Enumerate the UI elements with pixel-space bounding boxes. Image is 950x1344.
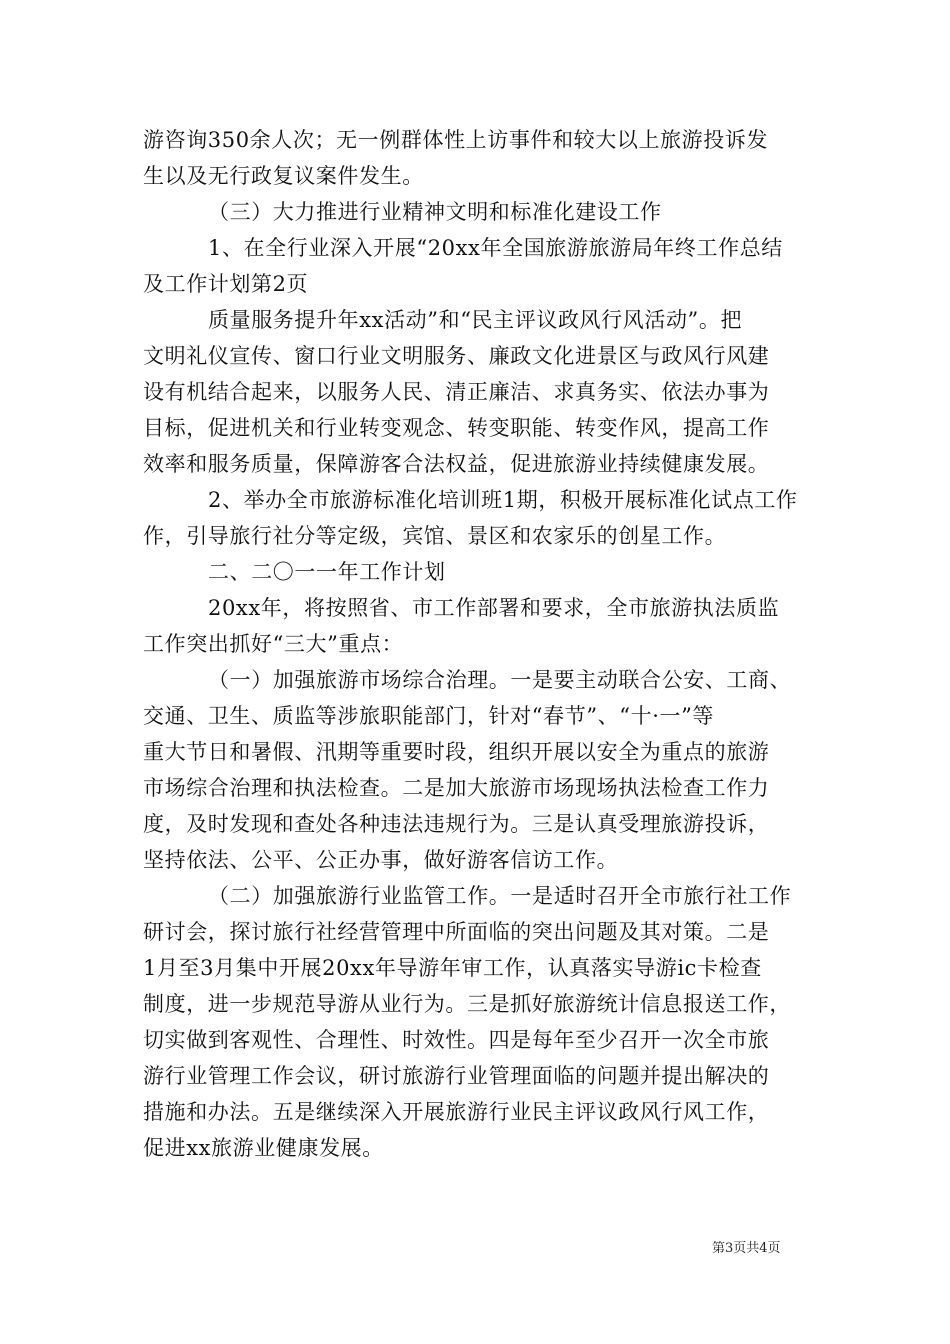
text-line: 促进xx旅游业健康发展。: [143, 1136, 384, 1160]
text-line: （一）加强旅游市场综合治理。一是要主动联合公安、工商、: [208, 668, 792, 692]
text-line: 生以及无行政复议案件发生。: [143, 164, 424, 188]
text-line: 研讨会，探讨旅行社经营管理中所面临的突出问题及其对策。二是: [143, 920, 770, 944]
text-line: 文明礼仪宣传、窗口行业文明服务、廉政文化进景区与政风行风建: [143, 344, 770, 368]
text-line: 2、举办全市旅游标准化培训班1期，积极开展标准化试点工作: [208, 488, 798, 512]
text-line: 20xx年，将按照省、市工作部署和要求，全市旅游执法质监: [208, 596, 780, 620]
text-line: 切实做到客观性、合理性、时效性。四是每年至少召开一次全市旅: [143, 1028, 770, 1052]
text-line: 效率和服务质量，保障游客合法权益，促进旅游业持续健康发展。: [143, 452, 770, 476]
text-line: 交通、卫生、质监等涉旅职能部门，针对“春节”、“十·一”等: [143, 704, 715, 728]
text-line: 坚持依法、公平、公正办事，做好游客信访工作。: [143, 848, 619, 872]
text-line: 目标，促进机关和行业转变观念、转变职能、转变作风，提高工作: [143, 416, 770, 440]
page-number-footer: 第3页共4页: [712, 1241, 781, 1256]
text-line: 1、在全行业深入开展“20xx年全国旅游旅游局年终工作总结: [208, 236, 783, 260]
text-line: 设有机结合起来，以服务人民、清正廉洁、求真务实、依法办事为: [143, 380, 770, 404]
text-line: 游行业管理工作会议，研讨旅游行业管理面临的问题并提出解决的: [143, 1064, 770, 1088]
text-line: 及工作计划第2页: [143, 272, 309, 296]
text-line: 游咨询350余人次；无一例群体性上访事件和较大以上旅游投诉发: [143, 128, 769, 152]
text-line: 度，及时发现和查处各种违法违规行为。三是认真受理旅游投诉，: [143, 812, 770, 836]
text-line: 1月至3月集中开展20xx年导游年审工作，认真落实导游ic卡检查: [143, 956, 762, 980]
section-heading: 二、二〇一一年工作计划: [208, 560, 446, 584]
text-line: 作，引导旅行社分等定级，宾馆、景区和农家乐的创星工作。: [143, 524, 727, 548]
section-heading: （三）大力推进行业精神文明和标准化建设工作: [208, 200, 662, 224]
text-line: 市场综合治理和执法检查。二是加大旅游市场现场执法检查工作力: [143, 776, 770, 800]
text-line: 质量服务提升年xx活动”和“民主评议政风行风活动”。把: [208, 308, 743, 332]
text-line: 措施和办法。五是继续深入开展旅游行业民主评议政风行风工作，: [143, 1100, 770, 1124]
text-line: 制度，进一步规范导游从业行为。三是抓好旅游统计信息报送工作，: [143, 992, 791, 1016]
text-line: 重大节日和暑假、汛期等重要时段，组织开展以安全为重点的旅游: [143, 740, 770, 764]
text-line: 工作突出抓好“三大”重点：: [143, 632, 404, 656]
text-line: （二）加强旅游行业监管工作。一是适时召开全市旅行社工作: [208, 884, 792, 908]
